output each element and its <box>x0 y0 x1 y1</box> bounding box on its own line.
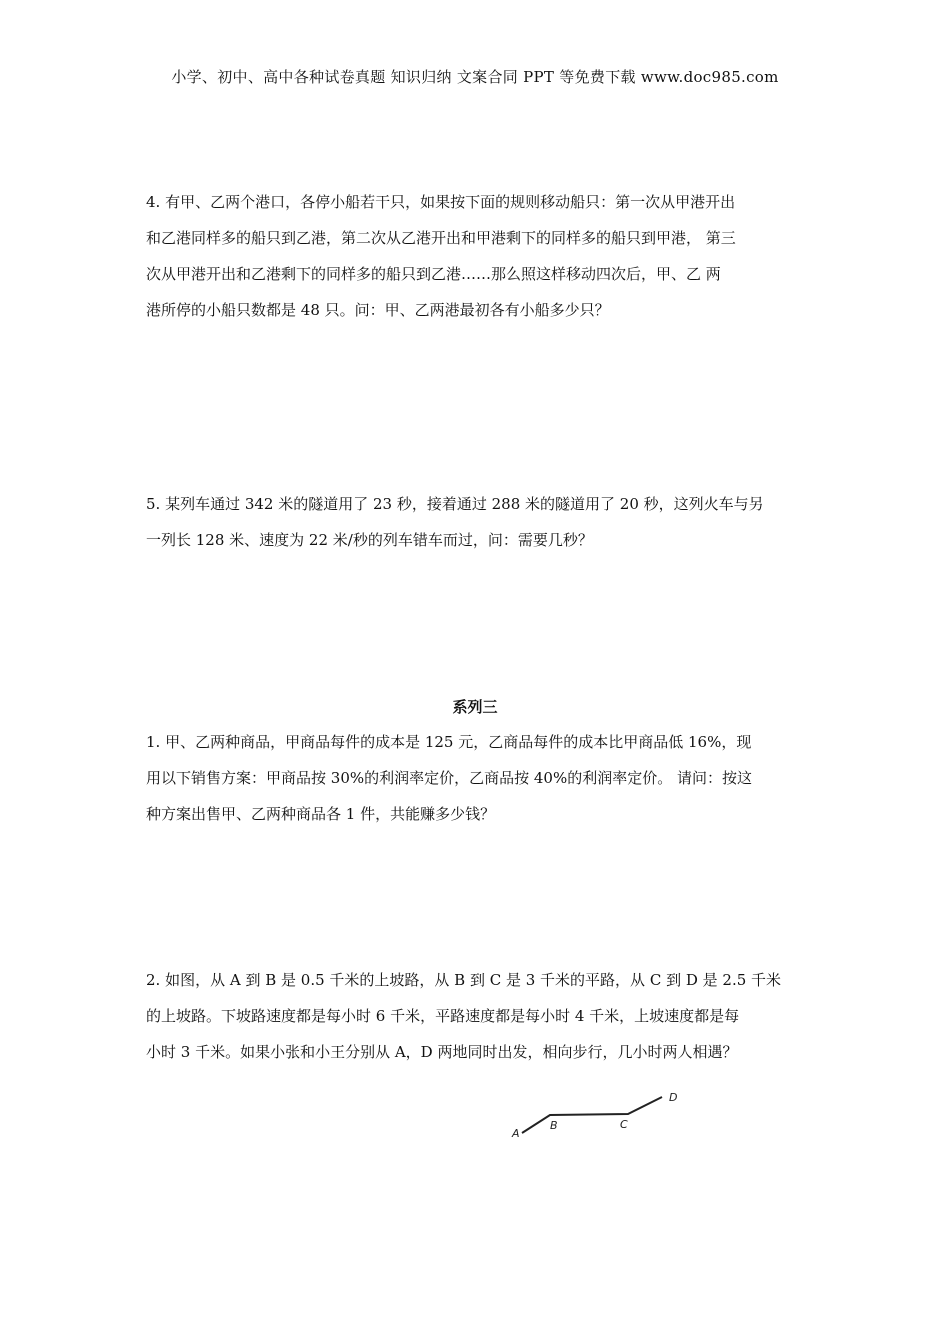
problem-s3-2 <box>146 962 810 1070</box>
problem-4-line-2: 和乙港同样多的船只到乙港，第二次从乙港开出和甲港剩下的同样多的船只到甲港， 第三 <box>146 229 736 247</box>
problem-4-line-4: 港所停的小船只数都是 48 只。问：甲、乙两港最初各有小船多少只？ <box>146 301 610 319</box>
problem-5 <box>146 486 810 558</box>
problem-4-line-3: 次从甲港开出和乙港剩下的同样多的船只到乙港……那么照这样移动四次后，甲、乙 两 <box>146 265 721 283</box>
label-b: B <box>550 1119 558 1132</box>
label-a: A <box>512 1127 520 1140</box>
problem-s3-2-line-3: 小时 3 千米。如果小张和小王分别从 A，D 两地同时出发，相向步行，几小时两人相遇？ <box>146 1043 738 1061</box>
page-header: 小学、初中、高中各种试卷真题 知识归纳 文案合同 PPT 等免费下载 www.doc985.com <box>171 68 779 86</box>
route-path <box>522 1097 662 1133</box>
problem-s3-1-line-2: 用以下销售方案：甲商品按 30%的利润率定价，乙商品按 40%的利润率定价。 请问：按这 <box>146 769 752 787</box>
problem-s3-2-line-1: 2. 如图，从 A 到 B 是 0.5 千米的上坡路，从 B 到 C 是 3 千米的平路，从 C 到 D 是 2.5 千米 <box>146 971 782 989</box>
problem-4 <box>146 184 810 328</box>
label-c: C <box>620 1118 628 1131</box>
problem-5-line-2: 一列长 128 米、速度为 22 米/秒的列车错车而过，问：需要几秒？ <box>146 531 593 549</box>
section-title: 系列三 <box>452 698 498 716</box>
problem-s3-1 <box>146 724 810 832</box>
problem-s3-1-line-1: 1. 甲、乙两种商品，甲商品每件的成本是 125 元，乙商品每件的成本比甲商品低 16%，现 <box>146 733 752 751</box>
problem-s3-1-line-3: 种方案出售甲、乙两种商品各 1 件，共能赚多少钱？ <box>146 805 496 823</box>
problem-s3-2-line-2: 的上坡路。下坡路速度都是每小时 6 千米，平路速度都是每小时 4 千米，上坡速度都是每 <box>146 1007 740 1025</box>
route-diagram <box>510 1085 680 1145</box>
label-d: D <box>669 1091 678 1104</box>
problem-4-line-1: 4. 有甲、乙两个港口，各停小船若干只，如果按下面的规则移动船只：第一次从甲港开出 <box>146 193 736 211</box>
problem-5-line-1: 5. 某列车通过 342 米的隧道用了 23 秒，接着通过 288 米的隧道用了 20 秒，这列火车与另 <box>146 495 764 513</box>
